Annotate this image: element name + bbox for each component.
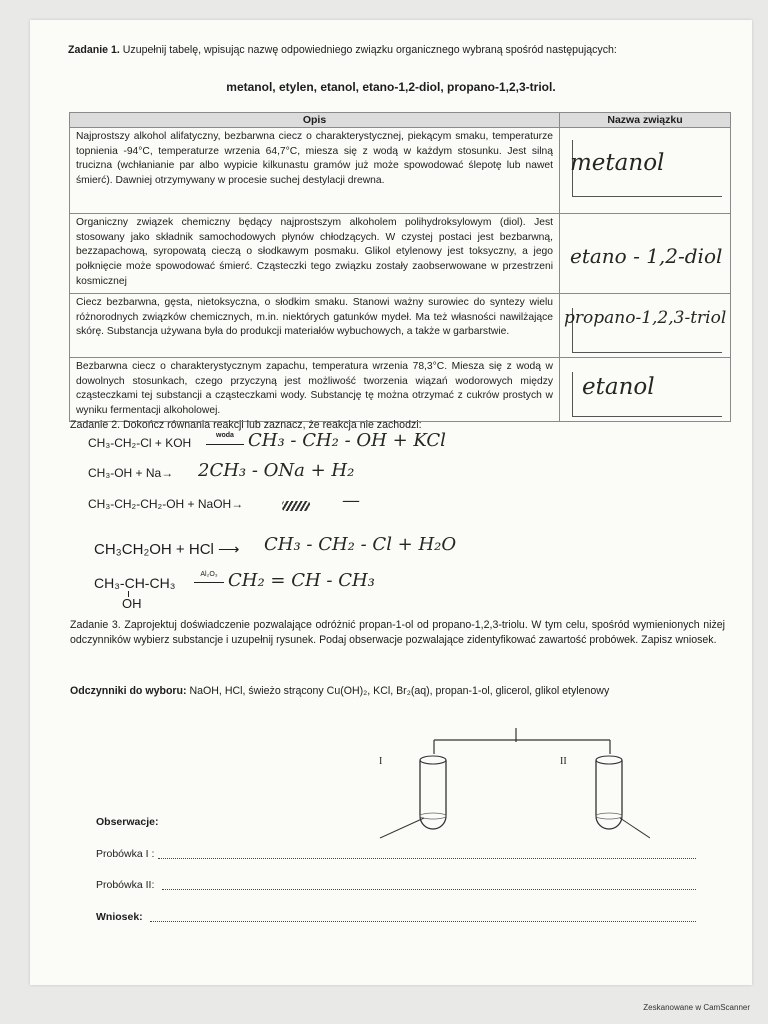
task2-label: Zadanie 2.	[70, 419, 121, 431]
conclusion-label: Wniosek:	[96, 911, 143, 923]
scribble-mark	[282, 501, 310, 511]
task1-heading	[68, 43, 738, 58]
reagents-list: NaOH, HCl, świeżo strącony Cu(OH)₂, KCl, Br₂(aq), propan-1-ol, glicerol, glikol etylenowy	[189, 685, 610, 697]
table-row	[70, 128, 731, 214]
reaction-arrow	[206, 444, 244, 445]
answer-handwritten: metanol	[570, 150, 665, 176]
tube-label-1: I	[379, 756, 383, 767]
task3-instruction: Zaprojektuj doświadczenie pozwalające odróżnić propan-1-ol od propano-1,2,3-triolu. W tym celu, spośród wymienionych niżej odczynników wybierz substancje i uzupełnij rysunek. Podaj obserwacje pozwalające zidentyfikować zawartość probówek. Zapisz wniosek.	[70, 619, 725, 646]
tube2-label: Probówka II:	[96, 879, 155, 891]
table-header-description: Opis	[70, 113, 560, 128]
reaction-3-left: CH₃-CH₂-CH₂-OH + NaOH→	[88, 497, 244, 511]
task1-instruction: Uzupełnij tabelę, wpisując nazwę odpowiedniego związku organicznego wybraną spośród następujących:	[122, 44, 617, 56]
row-description: Najprostszy alkohol alifatyczny, bezbarwna ciecz o charakterystycznej, piekącym smaku, temperaturze topnienia -94°C, temperaturze wrzenia 64,7°C, miesza się z wodą w każdym stosunku. Jest silną trucizna (wchłanianie par albo wypicie kilkunastu gramów już może spowodować ślepotę lub nawet śmierć). Dawniej otrzymywany w procesie suchej destylacji drewna.	[70, 128, 560, 214]
table-row	[70, 294, 731, 358]
reaction-1-left: CH₃-CH₂-Cl + KOH	[88, 436, 192, 450]
answer-line	[162, 889, 696, 890]
tube1-label: Probówka I :	[96, 848, 155, 860]
row-description: Bezbarwna ciecz o charakterystycznym zapachu, temperatura wrzenia 78,3°C. Miesza się z wodą w dowolnych stosunkach, czego przyczyną jest możliwość tworzenia wiązań wodorowych między cząsteczkami tej substancji a cząsteczkami wody. Substancję tę można otrzymać z cukrów prostych w wyniku fermentacji alkoholowej.	[70, 358, 560, 422]
test-tubes-drawing	[350, 720, 650, 840]
answer-handwritten: etanol	[582, 374, 655, 400]
reaction-3-answer: —	[342, 490, 360, 511]
reagents-label: Odczynniki do wyboru:	[70, 685, 187, 697]
reaction-arrow	[194, 582, 224, 583]
answer-handwritten: propano-1,2,3-triol	[564, 308, 727, 328]
tube-label-2: II	[560, 756, 567, 767]
answer-line	[150, 921, 696, 922]
reaction-4-answer: CH₃ - CH₂ - Cl + H₂O	[264, 534, 457, 555]
table-row	[70, 214, 731, 294]
reaction-1-answer: CH₃ - CH₂ - OH + KCl	[248, 430, 446, 451]
answer-line	[158, 858, 696, 859]
task3-label: Zadanie 3.	[70, 619, 121, 631]
reaction-5-left: CH₃-CH-CH₃	[94, 575, 176, 591]
reaction-4-left: CH₃CH₂OH + HCl ⟶	[94, 541, 240, 558]
reaction-arrow-label: Al₂O₃	[200, 571, 218, 578]
task2-instruction: Dokończ równania reakcji lub zaznacz, że reakcja nie zachodzi:	[123, 419, 422, 431]
task3-heading	[70, 618, 725, 647]
row-description: Ciecz bezbarwna, gęsta, nietoksyczna, o słodkim smaku. Stanowi ważny surowiec do syntezy wielu różnorodnych związków chemicznych, m.in. niektórych gatunków mydeł. Ma też własności nawilżające skórę. Substancja używana była do produkcji materiałów wybuchowych, a także w garbarstwie.	[70, 294, 560, 358]
reaction-5-substituent: OH	[122, 596, 142, 611]
row-description: Organiczny związek chemiczny będący najprostszym alkoholem polihydroksylowym (diol). Jest stosowany jako składnik samochodowych płynów chłodzących. W czystej postaci jest bezbarwną, bezzapachową, syropowatą cieczą o słodkawym posmaku. Glikol etylenowy jest toksyczny, a jego połknięcie może spowodować śmierć. Cząsteczki tego związku zostały zaobserwowane w przestrzeni kosmicznej	[70, 214, 560, 294]
observations-label: Obserwacje:	[96, 816, 159, 828]
answer-handwritten: etano - 1,2-diol	[570, 244, 723, 268]
reaction-arrow-label: woda	[216, 432, 234, 439]
task1-label: Zadanie 1.	[68, 44, 120, 56]
worksheet-page	[30, 20, 752, 985]
reaction-2-left: CH₃-OH + Na→	[88, 466, 174, 480]
table-header-name: Nazwa związku	[560, 113, 731, 128]
table-row	[70, 358, 731, 422]
reaction-2-answer: 2CH₃ - ONa + H₂	[198, 460, 355, 481]
scanner-watermark: Zeskanowane w CamScanner	[643, 1003, 750, 1012]
task1-table	[69, 112, 731, 422]
task1-options: metanol, etylen, etanol, etano-1,2-diol, propano-1,2,3-triol.	[226, 80, 556, 94]
reagents-line	[70, 684, 609, 699]
reaction-5-answer: CH₂ = CH - CH₃	[228, 570, 375, 591]
